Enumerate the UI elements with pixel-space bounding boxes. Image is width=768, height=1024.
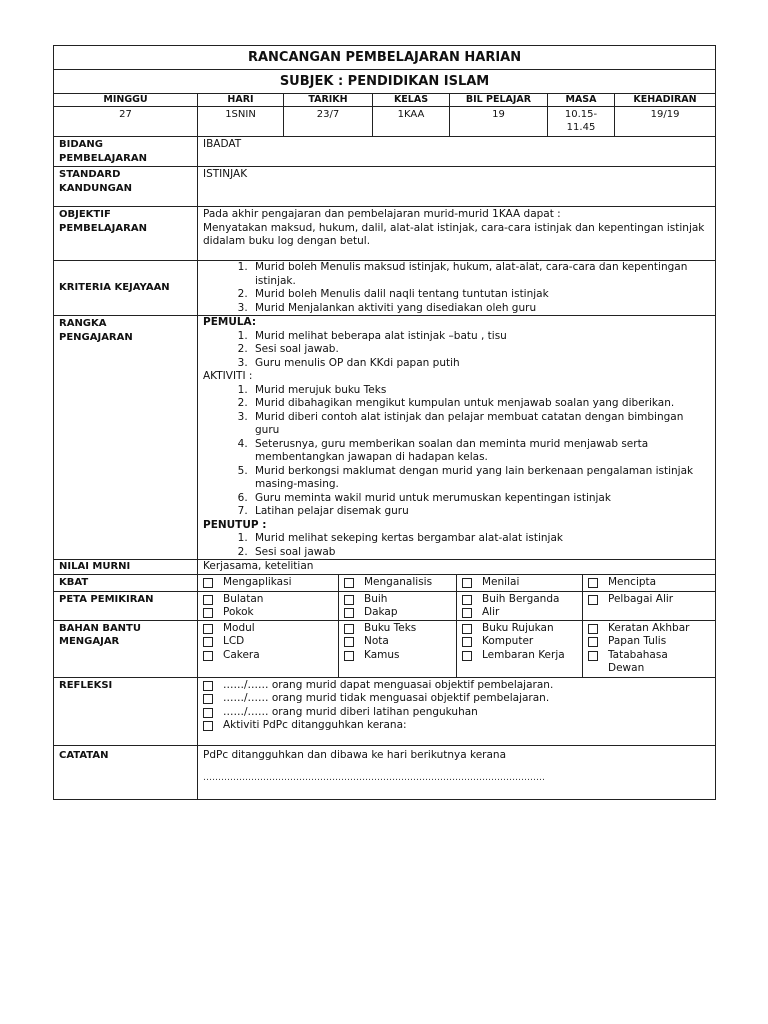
refleksi-item[interactable] bbox=[203, 706, 710, 720]
checkbox-icon[interactable] bbox=[344, 595, 354, 605]
nilai-value: Kerjasama, ketelitian bbox=[198, 560, 716, 575]
lesson-plan-table bbox=[53, 45, 716, 800]
refleksi-item[interactable] bbox=[203, 719, 710, 733]
option-label: Komputer bbox=[482, 635, 534, 647]
refleksi-item-label: ……/…… orang murid dapat menguasai objektif pembelajaran. bbox=[223, 678, 554, 691]
catatan-line2: …………………………………………………………………………………………………… bbox=[203, 773, 545, 783]
masa-start: 10.15- bbox=[564, 109, 598, 120]
objektif-line2: Menyatakan maksud, hukum, dalil, alat-alat istinjak, cara-cara istinjak dan kepentingan istinjak didalam buku log dengan betul. bbox=[203, 221, 705, 247]
checkbox-icon[interactable] bbox=[203, 651, 213, 661]
header-bil-pelajar: BIL PELAJAR bbox=[450, 94, 548, 107]
checkbox-icon[interactable] bbox=[203, 721, 213, 731]
option-label: Tatabahasa Dewan bbox=[608, 648, 668, 674]
list-item: 4. Seterusnya, guru memberikan soalan dan meminta murid menjawab serta membentangkan jawapan di hadapan kelas. bbox=[251, 438, 710, 465]
kbat-option[interactable] bbox=[198, 575, 339, 591]
checkbox-icon[interactable] bbox=[203, 608, 213, 618]
kbat-option[interactable] bbox=[457, 575, 583, 591]
option-label: LCD bbox=[223, 635, 245, 647]
list-item: 3. Murid diberi contoh alat istinjak dan pelajar membuat catatan dengan bimbingan guru bbox=[251, 411, 710, 438]
bahan-value bbox=[198, 620, 716, 677]
pemula-heading: PEMULA: bbox=[203, 316, 257, 328]
checkbox-icon[interactable] bbox=[203, 694, 213, 704]
peta-option[interactable] bbox=[344, 593, 451, 607]
checkbox-icon[interactable] bbox=[203, 708, 213, 718]
value-hari: 1SNIN bbox=[198, 107, 284, 137]
refleksi-label: REFLEKSI bbox=[54, 677, 198, 745]
bahan-col-3 bbox=[457, 621, 583, 677]
checkbox-icon[interactable] bbox=[588, 624, 598, 634]
value-tarikh: 23/7 bbox=[284, 107, 373, 137]
checkbox-icon[interactable] bbox=[344, 651, 354, 661]
kbat-label: KBAT bbox=[54, 575, 198, 592]
list-item: 6. Guru meminta wakil murid untuk merumuskan kepentingan istinjak bbox=[251, 492, 710, 506]
header-hari: HARI bbox=[198, 94, 284, 107]
rangka-value bbox=[198, 316, 716, 560]
list-item: 1. Murid merujuk buku Teks bbox=[251, 384, 710, 398]
option-label: Lembaran Kerja bbox=[482, 648, 565, 661]
peta-options bbox=[198, 592, 715, 620]
objektif-line1: Pada akhir pengajaran dan pembelajaran murid-murid 1KAA dapat : bbox=[203, 208, 561, 220]
checkbox-icon[interactable] bbox=[344, 624, 354, 634]
rangka-label bbox=[54, 316, 198, 560]
standard-label bbox=[54, 167, 198, 207]
objektif-label-line2: PEMBELAJARAN bbox=[59, 222, 147, 234]
option-label: Buih Berganda bbox=[482, 592, 560, 605]
value-minggu: 27 bbox=[54, 107, 198, 137]
aktiviti-heading: AKTIVITI : bbox=[203, 370, 253, 382]
value-bil-pelajar: 19 bbox=[450, 107, 548, 137]
list-item: 5. Murid berkongsi maklumat dengan murid yang lain berkenaan pengalaman istinjak masing-masing. bbox=[251, 465, 710, 492]
checkbox-icon[interactable] bbox=[462, 637, 472, 647]
kbat-value bbox=[198, 575, 716, 592]
refleksi-item[interactable] bbox=[203, 679, 710, 693]
bahan-option[interactable] bbox=[344, 649, 451, 663]
option-label: Kamus bbox=[364, 648, 400, 661]
rangka-label-line2: PENGAJARAN bbox=[59, 331, 133, 343]
bahan-option[interactable] bbox=[462, 622, 577, 636]
kbat-option-label: Mencipta bbox=[608, 576, 657, 588]
list-item: 3. Guru menulis OP dan KKdi papan putih bbox=[251, 357, 710, 371]
peta-col-3 bbox=[457, 592, 583, 621]
checkbox-icon[interactable] bbox=[344, 637, 354, 647]
option-label: Buku Rujukan bbox=[482, 621, 554, 634]
list-item: 1. Murid melihat beberapa alat istinjak –batu , tisu bbox=[251, 330, 710, 344]
bahan-option[interactable] bbox=[203, 649, 333, 663]
value-kehadiran: 19/19 bbox=[615, 107, 716, 137]
checkbox-icon[interactable] bbox=[203, 578, 213, 588]
header-masa: MASA bbox=[548, 94, 615, 107]
value-masa bbox=[548, 107, 615, 137]
refleksi-item[interactable] bbox=[203, 692, 710, 706]
bahan-option[interactable] bbox=[344, 635, 451, 649]
peta-value bbox=[198, 591, 716, 620]
bahan-col-4 bbox=[583, 621, 708, 677]
list-item: 2. Murid boleh Menulis dalil naqli tentang tuntutan istinjak bbox=[251, 288, 710, 302]
peta-col-1 bbox=[198, 592, 339, 621]
lesson-plan-sheet bbox=[53, 45, 715, 800]
value-kelas: 1KAA bbox=[373, 107, 450, 137]
kbat-option[interactable] bbox=[339, 575, 457, 591]
kriteria-value bbox=[198, 261, 716, 316]
standard-label-line1: STANDARD bbox=[59, 169, 121, 180]
peta-option[interactable] bbox=[203, 606, 333, 620]
option-label: Dakap bbox=[364, 606, 398, 618]
bahan-col-1 bbox=[198, 621, 339, 677]
checkbox-icon[interactable] bbox=[462, 651, 472, 661]
header-tarikh: TARIKH bbox=[284, 94, 373, 107]
bahan-option[interactable] bbox=[462, 635, 577, 649]
list-item: 3. Murid Menjalankan aktiviti yang disediakan oleh guru bbox=[251, 302, 710, 316]
checkbox-icon[interactable] bbox=[588, 651, 598, 661]
bahan-label-line2: MENGAJAR bbox=[59, 636, 120, 647]
checkbox-icon[interactable] bbox=[462, 608, 472, 618]
list-item: 1. Murid boleh Menulis maksud istinjak, hukum, alat-alat, cara-cara dan kepentingan istinjak. bbox=[251, 261, 710, 288]
bahan-option[interactable] bbox=[588, 649, 703, 676]
objektif-value bbox=[198, 207, 716, 261]
peta-col-4 bbox=[583, 592, 708, 621]
standard-label-line2: KANDUNGAN bbox=[59, 182, 132, 194]
peta-option[interactable] bbox=[203, 593, 333, 607]
peta-option[interactable] bbox=[462, 606, 577, 620]
masa-end: 11.45 bbox=[566, 122, 596, 133]
option-label: Buih bbox=[364, 592, 388, 605]
option-label: Bulatan bbox=[223, 592, 264, 605]
refleksi-item-label: ……/…… orang murid tidak menguasai objektif pembelajaran. bbox=[223, 692, 550, 704]
bahan-option[interactable] bbox=[588, 635, 703, 649]
subject-title: SUBJEK : PENDIDIKAN ISLAM bbox=[54, 70, 716, 94]
catatan-label: CATATAN bbox=[54, 745, 198, 799]
header-minggu: MINGGU bbox=[54, 94, 198, 107]
option-label: Pelbagai Alir bbox=[608, 592, 674, 605]
checkbox-icon[interactable] bbox=[462, 578, 472, 588]
peta-col-2 bbox=[339, 592, 457, 621]
kbat-options bbox=[198, 575, 715, 591]
option-label: Keratan Akhbar bbox=[608, 621, 690, 634]
bahan-option[interactable] bbox=[462, 649, 577, 663]
kriteria-label: KRITERIA KEJAYAAN bbox=[54, 261, 198, 316]
checkbox-icon[interactable] bbox=[588, 595, 598, 605]
option-label: Cakera bbox=[223, 648, 260, 661]
bahan-option[interactable] bbox=[588, 622, 703, 636]
checkbox-icon[interactable] bbox=[344, 608, 354, 618]
peta-option[interactable] bbox=[344, 606, 451, 620]
bahan-label-line1: BAHAN BANTU bbox=[59, 622, 141, 634]
list-item: 2. Murid dibahagikan mengikut kumpulan untuk menjawab soalan yang diberikan. bbox=[251, 397, 710, 411]
bahan-label bbox=[54, 620, 198, 677]
kbat-option-label: Mengaplikasi bbox=[223, 576, 292, 588]
rangka-label-line1: RANGKA bbox=[59, 318, 107, 329]
kbat-option-label: Menganalisis bbox=[364, 576, 433, 588]
checkbox-icon[interactable] bbox=[588, 578, 598, 588]
list-item: 2. Sesi soal jawab bbox=[251, 546, 710, 560]
catatan-line1: PdPc ditangguhkan dan dibawa ke hari berikutnya kerana bbox=[203, 748, 507, 761]
option-label: Pokok bbox=[223, 606, 254, 618]
kriteria-list bbox=[203, 261, 710, 315]
aktiviti-list bbox=[203, 384, 710, 519]
checkbox-icon[interactable] bbox=[203, 681, 213, 691]
peta-option[interactable] bbox=[588, 593, 703, 607]
bahan-option[interactable] bbox=[344, 622, 451, 636]
peta-option[interactable] bbox=[462, 593, 577, 607]
objektif-label bbox=[54, 207, 198, 261]
refleksi-item-label: Aktiviti PdPc ditangguhkan kerana: bbox=[223, 719, 407, 731]
checkbox-icon[interactable] bbox=[203, 595, 213, 605]
bidang-label-line2: PEMBELAJARAN bbox=[59, 152, 147, 164]
option-label: Papan Tulis bbox=[608, 635, 667, 647]
objektif-label-line1: OBJEKTIF bbox=[59, 209, 111, 220]
header-kelas: KELAS bbox=[373, 94, 450, 107]
nilai-label: NILAI MURNI bbox=[54, 560, 198, 575]
option-label: Alir bbox=[482, 606, 500, 618]
kbat-option[interactable] bbox=[583, 575, 708, 591]
checkbox-icon[interactable] bbox=[203, 637, 213, 647]
list-item: 1. Murid melihat sekeping kertas bergambar alat-alat istinjak bbox=[251, 532, 710, 546]
standard-value: ISTINJAK bbox=[198, 167, 716, 207]
list-item: 2. Sesi soal jawab. bbox=[251, 343, 710, 357]
bahan-option[interactable] bbox=[203, 622, 333, 636]
header-kehadiran: KEHADIRAN bbox=[615, 94, 716, 107]
checkbox-icon[interactable] bbox=[462, 624, 472, 634]
penutup-list bbox=[203, 532, 710, 559]
option-label: Nota bbox=[364, 635, 389, 647]
list-item: 7. Latihan pelajar disemak guru bbox=[251, 505, 710, 519]
bahan-options bbox=[198, 621, 715, 677]
kbat-option-label: Menilai bbox=[482, 576, 520, 588]
checkbox-icon[interactable] bbox=[344, 578, 354, 588]
bidang-label-line1: BIDANG bbox=[59, 139, 103, 150]
peta-label: PETA PEMIKIRAN bbox=[54, 591, 198, 620]
catatan-value bbox=[198, 745, 716, 799]
pemula-list bbox=[203, 330, 710, 371]
option-label: Modul bbox=[223, 621, 255, 634]
penutup-heading: PENUTUP : bbox=[203, 518, 267, 531]
bidang-label bbox=[54, 137, 198, 167]
option-label: Buku Teks bbox=[364, 621, 417, 634]
checkbox-icon[interactable] bbox=[462, 595, 472, 605]
checkbox-icon[interactable] bbox=[588, 637, 598, 647]
page-title: RANCANGAN PEMBELAJARAN HARIAN bbox=[54, 46, 716, 70]
refleksi-value bbox=[198, 677, 716, 745]
bahan-option[interactable] bbox=[203, 635, 333, 649]
checkbox-icon[interactable] bbox=[203, 624, 213, 634]
bidang-value: IBADAT bbox=[198, 137, 716, 167]
refleksi-item-label: ……/…… orang murid diberi latihan pengukuhan bbox=[223, 705, 478, 718]
bahan-col-2 bbox=[339, 621, 457, 677]
